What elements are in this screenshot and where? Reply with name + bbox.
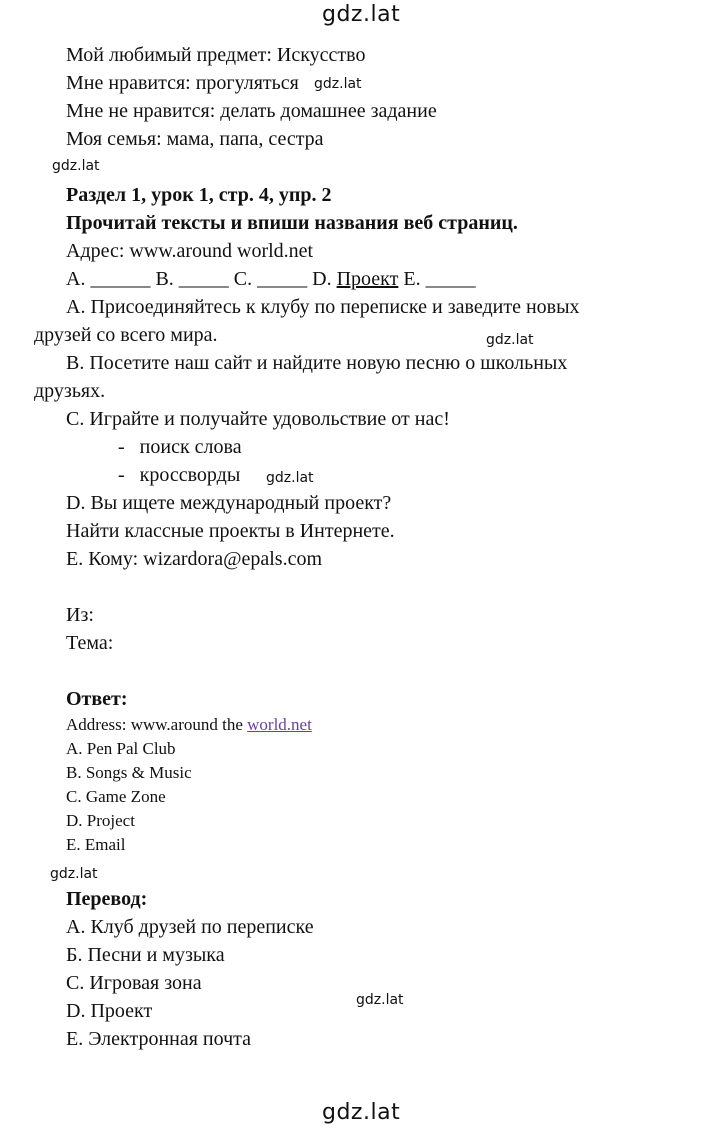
watermark: gdz.lat bbox=[52, 158, 100, 174]
translation-heading: Перевод: bbox=[66, 888, 148, 910]
blank-c: C. _____ bbox=[233, 268, 308, 290]
answer-address bbox=[66, 714, 312, 736]
exercise-address: Адрес: www.around world.net bbox=[66, 240, 314, 262]
text-a-line2: друзей со всего мира. bbox=[34, 324, 218, 346]
text-e-subject: Тема: bbox=[66, 632, 114, 654]
text-e-line1: E. Кому: wizardora@epals.com bbox=[66, 548, 323, 570]
text-b-line1: B. Посетите наш сайт и найдите новую песню о школьных bbox=[66, 352, 568, 374]
c-list-item: - поиск слова bbox=[118, 436, 242, 458]
watermark: gdz.lat bbox=[266, 470, 314, 486]
translation-item: D. Проект bbox=[66, 1000, 153, 1022]
answer-item: A. Pen Pal Club bbox=[66, 739, 176, 758]
exercise-task: Прочитай тексты и впиши названия веб страниц. bbox=[66, 212, 518, 234]
answer-item: E. Email bbox=[66, 835, 126, 854]
watermark: gdz.lat bbox=[356, 992, 404, 1008]
blank-b: B. _____ bbox=[155, 268, 229, 290]
intro-line: Мне не нравится: делать домашнее задание bbox=[66, 100, 437, 122]
blank-d-answer: Проект bbox=[336, 268, 399, 290]
answer-address-link[interactable]: world.net bbox=[247, 715, 312, 734]
watermark-top: gdz.lat bbox=[322, 2, 401, 27]
intro-line: Мне нравится: прогуляться bbox=[66, 72, 299, 94]
text-e-from: Из: bbox=[66, 604, 94, 626]
c-list-item: - кроссворды bbox=[118, 464, 241, 486]
answer-item: B. Songs & Music bbox=[66, 763, 192, 782]
blank-d-prefix: D. bbox=[312, 268, 332, 290]
exercise-heading: Раздел 1, урок 1, стр. 4, упр. 2 bbox=[66, 184, 332, 206]
answer-item: D. Project bbox=[66, 811, 135, 830]
text-a-line1: A. Присоединяйтесь к клубу по переписке и заведите новых bbox=[66, 296, 580, 318]
watermark-bottom: gdz.lat bbox=[322, 1100, 401, 1125]
blank-e: E. _____ bbox=[403, 268, 476, 290]
text-d-line1: D. Вы ищете международный проект? bbox=[66, 492, 392, 514]
text-b-line2: друзьях. bbox=[34, 380, 106, 402]
watermark: gdz.lat bbox=[50, 866, 98, 882]
watermark: gdz.lat bbox=[314, 76, 362, 92]
translation-item: Б. Песни и музыка bbox=[66, 944, 225, 966]
answer-address-prefix: Address: www.around the bbox=[66, 715, 243, 734]
text-d-line2: Найти классные проекты в Интернете. bbox=[66, 520, 395, 542]
translation-item: C. Игровая зона bbox=[66, 972, 202, 994]
answer-heading: Ответ: bbox=[66, 688, 128, 710]
intro-line: Моя семья: мама, папа, сестра bbox=[66, 128, 324, 150]
intro-line: Мой любимый предмет: Искусство bbox=[66, 44, 366, 66]
watermark: gdz.lat bbox=[486, 332, 534, 348]
translation-item: A. Клуб друзей по переписке bbox=[66, 916, 314, 938]
blank-a: A. ______ bbox=[66, 268, 151, 290]
translation-item: E. Электронная почта bbox=[66, 1028, 252, 1050]
text-c-line: C. Играйте и получайте удовольствие от нас! bbox=[66, 408, 450, 430]
blanks-line bbox=[66, 267, 476, 291]
answer-item: C. Game Zone bbox=[66, 787, 166, 806]
